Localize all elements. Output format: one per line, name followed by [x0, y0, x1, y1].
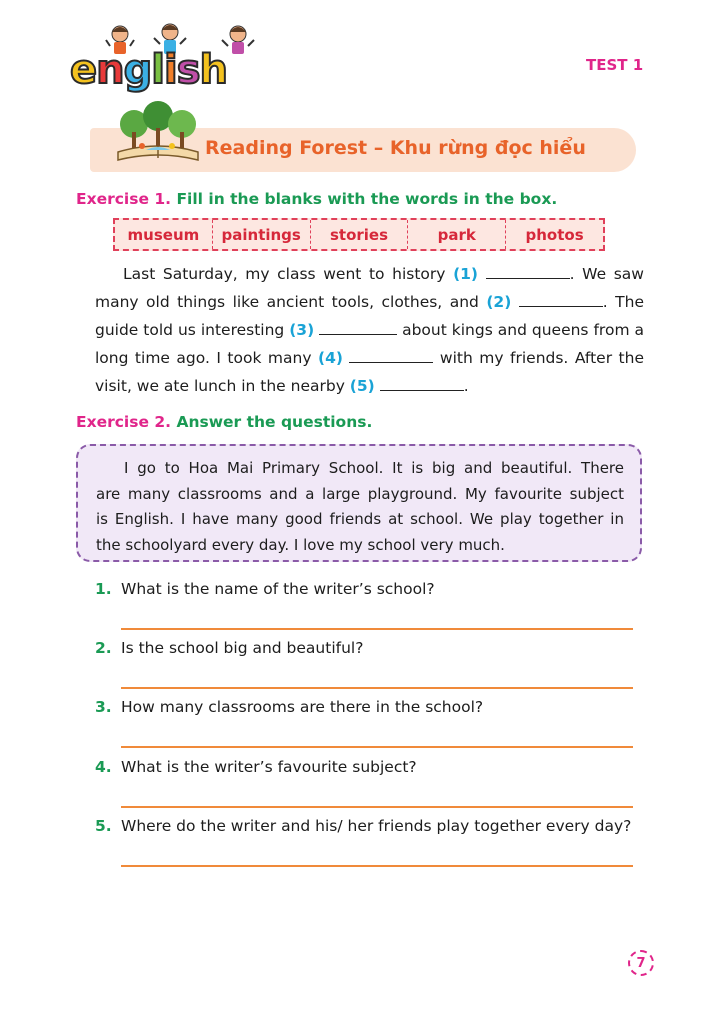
passage-line — [95, 260, 644, 288]
answer-line-3[interactable] — [121, 746, 633, 748]
passage-text: long time ago. I took many — [95, 349, 318, 367]
blank-number: (5) — [349, 377, 375, 395]
logo-letter: h — [199, 47, 227, 93]
word-box-item: museum — [115, 220, 213, 249]
answer-line-1[interactable] — [121, 628, 633, 630]
reading-line: the schoolyard every day. I love my school very much. — [96, 535, 505, 554]
english-logo — [70, 20, 270, 92]
logo-letter: g — [123, 47, 152, 93]
logo-letter: e — [70, 47, 97, 93]
question-number: 1. — [95, 580, 112, 598]
question-3 — [95, 698, 483, 716]
blank-5[interactable] — [380, 374, 464, 391]
logo-letter: n — [96, 47, 124, 93]
word-box-item: stories — [311, 220, 409, 249]
logo-letters — [70, 47, 227, 93]
banner-title: Reading Forest – Khu rừng đọc hiểu — [205, 137, 586, 159]
question-2 — [95, 639, 363, 657]
logo-letter: l — [151, 47, 164, 93]
logo-wordmark — [70, 48, 227, 92]
forest-book-icon — [112, 100, 204, 166]
passage-text: visit, we ate lunch in the nearby — [95, 377, 350, 395]
passage-text: Last Saturday, my class went to history — [123, 265, 454, 283]
question-4 — [95, 758, 417, 776]
logo-letter: s — [176, 47, 200, 93]
passage-text: many old things like ancient tools, clothes, and — [95, 293, 487, 311]
question-text: What is the writer’s favourite subject? — [121, 758, 417, 776]
blank-2[interactable] — [519, 290, 603, 307]
question-number: 5. — [95, 817, 112, 835]
blank-number: (4) — [318, 349, 343, 367]
passage-text: . The — [602, 293, 644, 311]
question-text: What is the name of the writer’s school? — [121, 580, 435, 598]
question-text: How many classrooms are there in the school? — [121, 698, 484, 716]
reading-passage-box — [76, 444, 642, 562]
test-label: TEST 1 — [586, 56, 644, 74]
blank-3[interactable] — [319, 318, 397, 335]
blank-4[interactable] — [349, 346, 433, 363]
exercise-1-passage — [95, 260, 644, 400]
passage-text: guide told us interesting — [95, 321, 290, 339]
passage-line — [95, 288, 644, 316]
blank-number: (2) — [486, 293, 512, 311]
passage-text: . — [463, 377, 469, 395]
blank-1[interactable] — [486, 262, 570, 279]
passage-line — [95, 344, 644, 372]
exercise-2-instruction: Answer the questions. — [176, 413, 373, 431]
logo-letter: i — [163, 47, 177, 93]
word-box-item: paintings — [213, 220, 311, 249]
word-box-item: photos — [525, 225, 584, 244]
question-text: Where do the writer and his/ her friends play together every day? — [121, 817, 632, 835]
question-text: Is the school big and beautiful? — [121, 639, 364, 657]
exercise-1-instruction: Fill in the blanks with the words in the box. — [176, 190, 558, 208]
passage-text: . We saw — [569, 265, 644, 283]
question-number: 3. — [95, 698, 112, 716]
answer-line-5[interactable] — [121, 865, 633, 867]
passage-line — [95, 316, 644, 344]
reading-line: I go to Hoa Mai Primary School. It is big and beautiful. There — [124, 459, 624, 477]
question-5 — [95, 817, 631, 835]
passage-text: with my friends. After the — [433, 349, 644, 367]
answer-line-4[interactable] — [121, 806, 633, 808]
blank-number: (3) — [289, 321, 315, 339]
passage-text: about kings and queens from a — [397, 321, 644, 339]
question-number: 4. — [95, 758, 112, 776]
exercise-2-title — [76, 413, 372, 431]
passage-line — [95, 372, 644, 400]
question-1 — [95, 580, 435, 598]
page-number: 7 — [628, 950, 654, 976]
answer-line-2[interactable] — [121, 687, 633, 689]
question-number: 2. — [95, 639, 112, 657]
exercise-2-number: Exercise 2. — [76, 413, 172, 431]
word-box — [113, 218, 605, 251]
word-box-item: park — [408, 220, 506, 249]
exercise-1-number: Exercise 1. — [76, 190, 172, 208]
reading-line: are many classrooms and a large playground. My favourite subject — [96, 484, 624, 503]
blank-number: (1) — [453, 265, 479, 283]
reading-line: is English. I have many good friends at school. We play together in — [96, 510, 624, 528]
exercise-1-title — [76, 190, 557, 208]
